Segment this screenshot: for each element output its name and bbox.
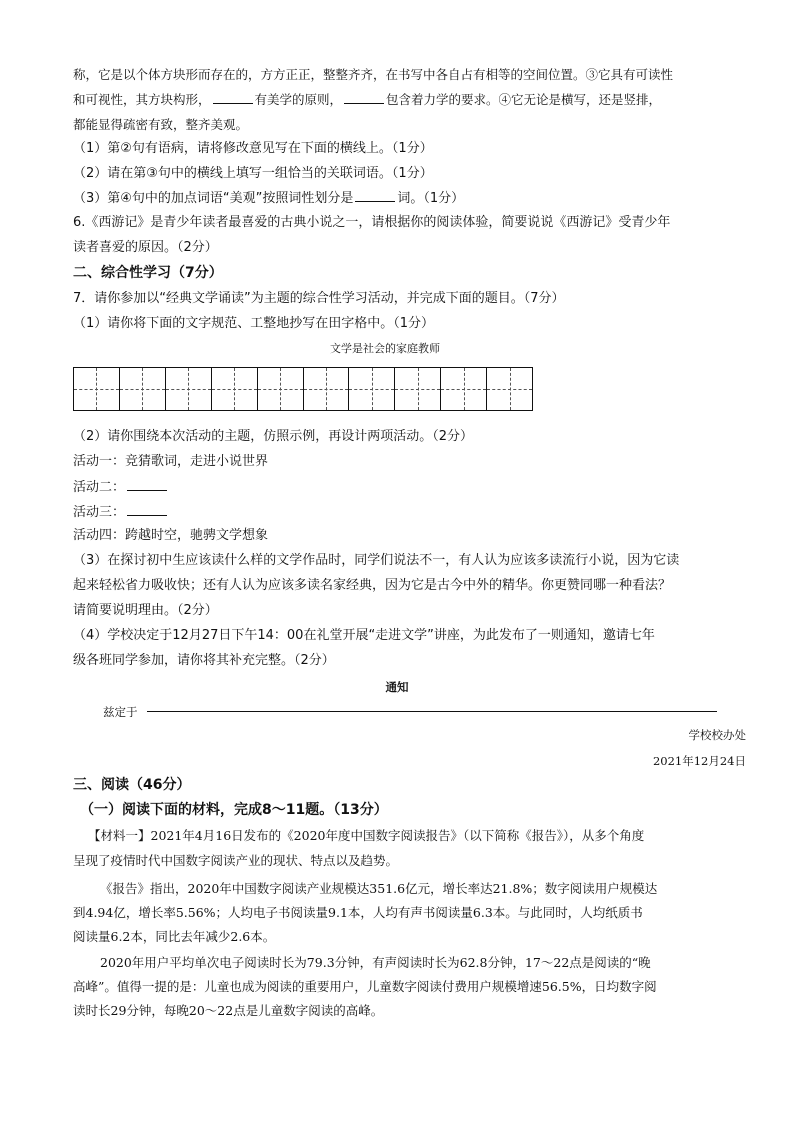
passage-line: 读时长29分钟，每晚20～22点是儿童数字阅读的高峰。 (73, 1003, 384, 1018)
question-line: （1）第②句有语病，请将修改意见写在下面的横线上。（1分） (73, 141, 433, 156)
passage-line: 呈现了疫情时代中国数字阅读产业的现状、特点以及趋势。 (73, 853, 399, 868)
question-line: （2）请你围绕本次活动的主题，仿照示例，再设计两项活动。（2分） (73, 429, 474, 444)
grid-cell[interactable] (120, 368, 166, 410)
grid-cell[interactable] (395, 368, 441, 410)
fill-blank[interactable] (355, 189, 395, 202)
grid-cell[interactable] (74, 368, 120, 410)
notice-title: 通知 (385, 680, 409, 694)
text-segment: 和可视性，其方块构形， (73, 92, 211, 107)
passage-line: 到4.94亿，增长率5.56%；人均电子书阅读量9.1本，人均有声书阅读量6.3本。与此同时，人均纸质书 (73, 905, 643, 920)
grid-cell[interactable] (258, 368, 304, 410)
question-line (73, 189, 464, 208)
fill-blank[interactable] (127, 503, 167, 516)
copy-source-text: 文学是社会的家庭教师 (330, 342, 440, 355)
question-line: （4）学校决定于12月27日下午14：00在礼堂开展“走进文学”讲座，为此发布了一则通知，邀请七年 (73, 628, 655, 643)
grid-cell[interactable] (166, 368, 212, 410)
text-line (73, 91, 661, 109)
text-segment: 词。（1分） (397, 191, 465, 206)
text-segment: 有美学的原则， (254, 92, 343, 107)
notice-date: 2021年12月24日 (652, 754, 746, 768)
notice-answer-line[interactable] (147, 711, 717, 712)
fill-blank[interactable] (344, 91, 384, 104)
text-segment: 活动二： (73, 480, 126, 495)
activity-line: 活动一：竞猜歌词，走进小说世界 (73, 454, 269, 469)
activity-line (73, 478, 169, 497)
passage-line: 2020年用户平均单次电子阅读时长为79.3分钟，有声阅读时长为62.8分钟，17～22点是阅读的“晚 (100, 955, 651, 970)
question-line: （1）请你将下面的文字规范、工整地抄写在田字格中。（1分） (73, 316, 435, 331)
grid-cell[interactable] (441, 368, 487, 410)
question-line: （2）请在第③句中的横线上填写一组恰当的关联词语。（1分） (73, 166, 433, 181)
question-line: 起来轻松省力吸收快；还有人认为应该多读名家经典，因为它是古今中外的精华。你更赞同哪一种看法？ (73, 578, 672, 593)
fill-blank[interactable] (127, 478, 167, 491)
passage-line: 高峰”。值得一提的是：儿童也成为阅读的重要用户，儿童数字阅读付费用户规模增速56.5%，日均数字阅 (73, 979, 657, 994)
text-segment: 活动三： (73, 505, 126, 520)
text-line: 称，它是以个体方块形而存在的，方方正正，整整齐齐，在书写中各自占有相等的空间位置。③它具有可读性 (73, 67, 674, 82)
text-segment: 包含着力学的要求。④它无论是横写，还是竖排， (386, 92, 662, 107)
grid-cell[interactable] (212, 368, 258, 410)
subsection-title: （一）阅读下面的材料，完成8～11题。（13分） (80, 802, 388, 818)
passage-line: 【材料一】2021年4月16日发布的《2020年度中国数字阅读报告》（以下简称《报告》），从多个角度 (88, 828, 645, 843)
question-line: 7．请你参加以“经典文学诵读”为主题的综合性学习活动，并完成下面的题目。（7分） (73, 291, 565, 306)
question-line: （3）在探讨初中生应该读什么样的文学作品时，同学们说法不一，有人认为应该多读流行小说，因为它读 (73, 553, 680, 568)
passage-line: 《报告》指出，2020年中国数字阅读产业规模达351.6亿元，增长率达21.8%；数字阅读用户规模达 (100, 881, 658, 896)
grid-cell[interactable] (349, 368, 395, 410)
section-title: 三、阅读（46分） (73, 777, 191, 793)
question-line: 请简要说明理由。（2分） (73, 603, 218, 618)
fill-blank[interactable] (213, 91, 253, 104)
notice-lead: 兹定于 (103, 705, 138, 719)
grid-cell[interactable] (487, 368, 532, 410)
tianzige-grid[interactable] (73, 367, 533, 411)
question-line: 级各班同学参加，请你将其补充完整。（2分） (73, 653, 335, 668)
activity-line (73, 503, 169, 522)
text-line: 都能显得疏密有致，整齐美观。 (73, 117, 249, 132)
question-line: 6.《西游记》是青少年读者最喜爱的古典小说之一，请根据你的阅读体验，简要说说《西游记》受青少年 (73, 215, 671, 230)
section-title: 二、综合性学习（7分） (73, 265, 223, 281)
question-line: 读者喜爱的原因。（2分） (73, 240, 218, 255)
text-segment: （3）第④句中的加点词语“美观”按照词性划分是 (73, 191, 354, 206)
grid-cell[interactable] (304, 368, 350, 410)
notice-signer: 学校校办处 (688, 728, 746, 742)
activity-line: 活动四：跨越时空，驰骋文学想象 (73, 528, 269, 543)
passage-line: 阅读量6.2本，同比去年减少2.6本。 (73, 929, 276, 944)
